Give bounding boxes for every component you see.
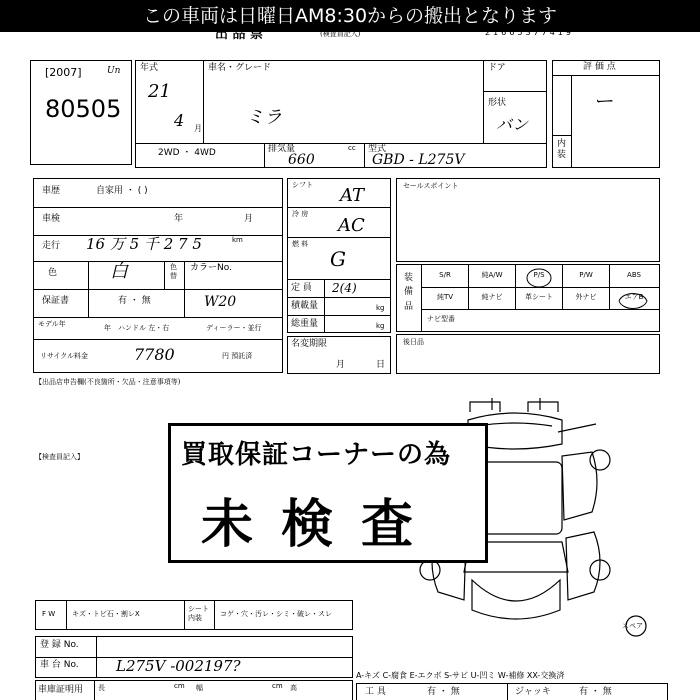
vehicle-info-grid [135,60,547,168]
shareki-label: 車歴 [42,186,61,196]
cho-cm: cm [174,682,185,690]
equip-tv: 純TV [436,293,454,301]
shift-label: シフト [292,181,313,189]
sheet-code: 21665377419 [485,28,574,37]
lot-number-box [30,60,132,165]
meigi-box [287,336,391,374]
sojuryo-label: 総重量 [291,319,319,329]
km-unit: km [232,236,243,244]
fw-label: F W [42,610,56,618]
hoshosho-value: 有 ・ 無 [118,296,151,306]
jack-value: 有 ・ 無 [579,687,612,697]
kogu-label: 工 具 [365,687,386,697]
iro-label: 色 [48,268,58,278]
color-no-label: カラーNo. [190,263,232,273]
jack-label: ジャッキ [515,687,551,697]
shamei-label: 車名・グレード [208,63,272,73]
sekisai-label: 積載量 [291,301,319,311]
spare-label: スペア [622,622,643,630]
toroku-label: 登 録 No. [40,640,79,650]
registration-grid [35,636,353,678]
garage-cert-row [35,680,353,700]
model-year-label: モデル年 [38,320,66,328]
cc-unit: cc [348,144,356,152]
keijo-value: バン [496,115,529,134]
reibo-value: AC [338,215,365,236]
recycle-unit: 円 預託済 [222,352,253,360]
equipment-grid [396,264,660,332]
sokou-label: 走行 [42,241,61,251]
drive-label: 2WD ・ 4WD [158,148,216,158]
naisou-label: 内装 [557,139,567,160]
taka-label: 高 [290,684,297,692]
soubi-label: 装 備 品 [404,273,414,312]
month-unit: 月 [194,124,202,133]
lot-mark: Un [107,66,121,76]
shadai-label: 車 台 No. [40,660,79,670]
katashiki-value: GBD - L275V [372,152,465,168]
fw-row [35,600,353,630]
hoshosho-label: 保証書 [42,296,70,306]
kogu-value: 有 ・ 無 [427,687,460,697]
stamp-title: 買取保証コーナーの為 [181,440,452,470]
equip-pw: P/W [579,271,593,279]
nenshiki-label: 年式 [140,63,159,73]
dealer-label: ディーラー・並行 [206,324,262,332]
shadai-value: L275V -002197? [116,657,241,675]
equip-ps: P/S [533,271,545,279]
ps-check-mark [521,267,557,289]
meigi-day: 日 [376,360,386,370]
haikiryo-label: 排気量 [268,144,296,154]
nenryo-label: 燃 料 [292,240,309,248]
meigi-month: 月 [336,360,346,370]
katashiki-label: 型式 [368,144,387,154]
handle-label: ハンドル 左・右 [118,324,170,332]
equip-navi: 純ナビ [481,293,503,301]
teiin-value: 2(4) [332,281,357,295]
color-no-value: W20 [204,294,237,310]
meigi-label: 名変期限 [291,339,328,349]
nenryo-value: G [330,247,346,271]
cho-label: 長 [98,684,105,692]
sojuryo-unit: kg [376,322,385,330]
inspection-stamp [168,423,488,563]
model-name: ミラ [246,107,282,128]
shaken-year: 年 [174,214,184,224]
iro-value: 白 [110,261,128,282]
iro-kae-label: 色替 [170,263,177,281]
spec-grid [287,178,391,333]
kohan-label: 後日品 [403,338,424,346]
kensain-label: 【検査員記入】 [35,453,84,461]
shareki-value: 自家用 ・ ( ) [96,186,148,196]
hyoka-value: ー [593,89,613,113]
sokou-value: 16 万 5 千 2 7 5 [86,235,202,253]
nenshiki-year: 21 [148,81,171,102]
kohan-box [396,334,660,374]
sheet-title: 出 品 票 [215,27,264,42]
sales-point-box [396,178,660,262]
reibo-label: 冷 房 [292,210,309,218]
sales-label: セールスポイント [403,182,459,190]
equip-abs: ABS [627,271,641,279]
equip-airbag: エアB [624,293,644,301]
equip-sr: S/R [439,271,451,279]
recycle-label: リサイクル料金 [40,352,89,360]
keijo-label: 形状 [488,98,507,108]
fw-items: キズ・トビ石・割レX [72,610,140,618]
sheet-subtitle: (検査員記入) [320,30,361,38]
equip-leather: 革シート [525,293,553,301]
shuppin-note-label: 【出品店申告欄(不良箇所・欠品・注意事項等) [35,378,181,386]
evaluation-box [552,60,660,168]
cc-value: 660 [288,152,315,168]
airbag-check-mark [613,289,653,313]
seat-items: コゲ・穴・汚レ・シミ・破レ・スレ [220,610,332,618]
navi-model-label: ナビ型番 [427,315,455,323]
stamp-main: 未検査 [201,495,442,555]
recycle-value: 7780 [134,345,175,364]
sekisai-unit: kg [376,304,385,312]
shaken-month: 月 [244,214,254,224]
equip-ext-navi: 外ナビ [575,293,597,301]
garage-cert-label: 車庫証明用 [38,685,84,695]
tools-row [356,683,668,700]
shaken-label: 車検 [42,214,61,224]
shift-value: AT [340,185,365,206]
damage-legend: A-キズ C-腐食 E-エクボ S-サビ U-凹ミ W-補修 XX-交換済 [356,671,565,680]
haba-cm: cm [272,682,283,690]
hyoka-label: 評 価 点 [583,62,616,72]
door-label: ドア [488,63,506,73]
model-year-unit: 年 [104,324,111,332]
equip-aw: 純A/W [481,271,503,279]
teiin-label: 定 員 [291,283,312,293]
history-grid [33,178,283,373]
notice-banner: この車両は日曜日AM8:30からの搬出となります [0,0,700,32]
lot-number: 80505 [45,95,122,123]
lot-year-tag: [2007] [45,66,82,79]
nenshiki-month: 4 [174,111,185,130]
seat-label: シート内装 [188,605,209,623]
haba-label: 幅 [196,684,203,692]
